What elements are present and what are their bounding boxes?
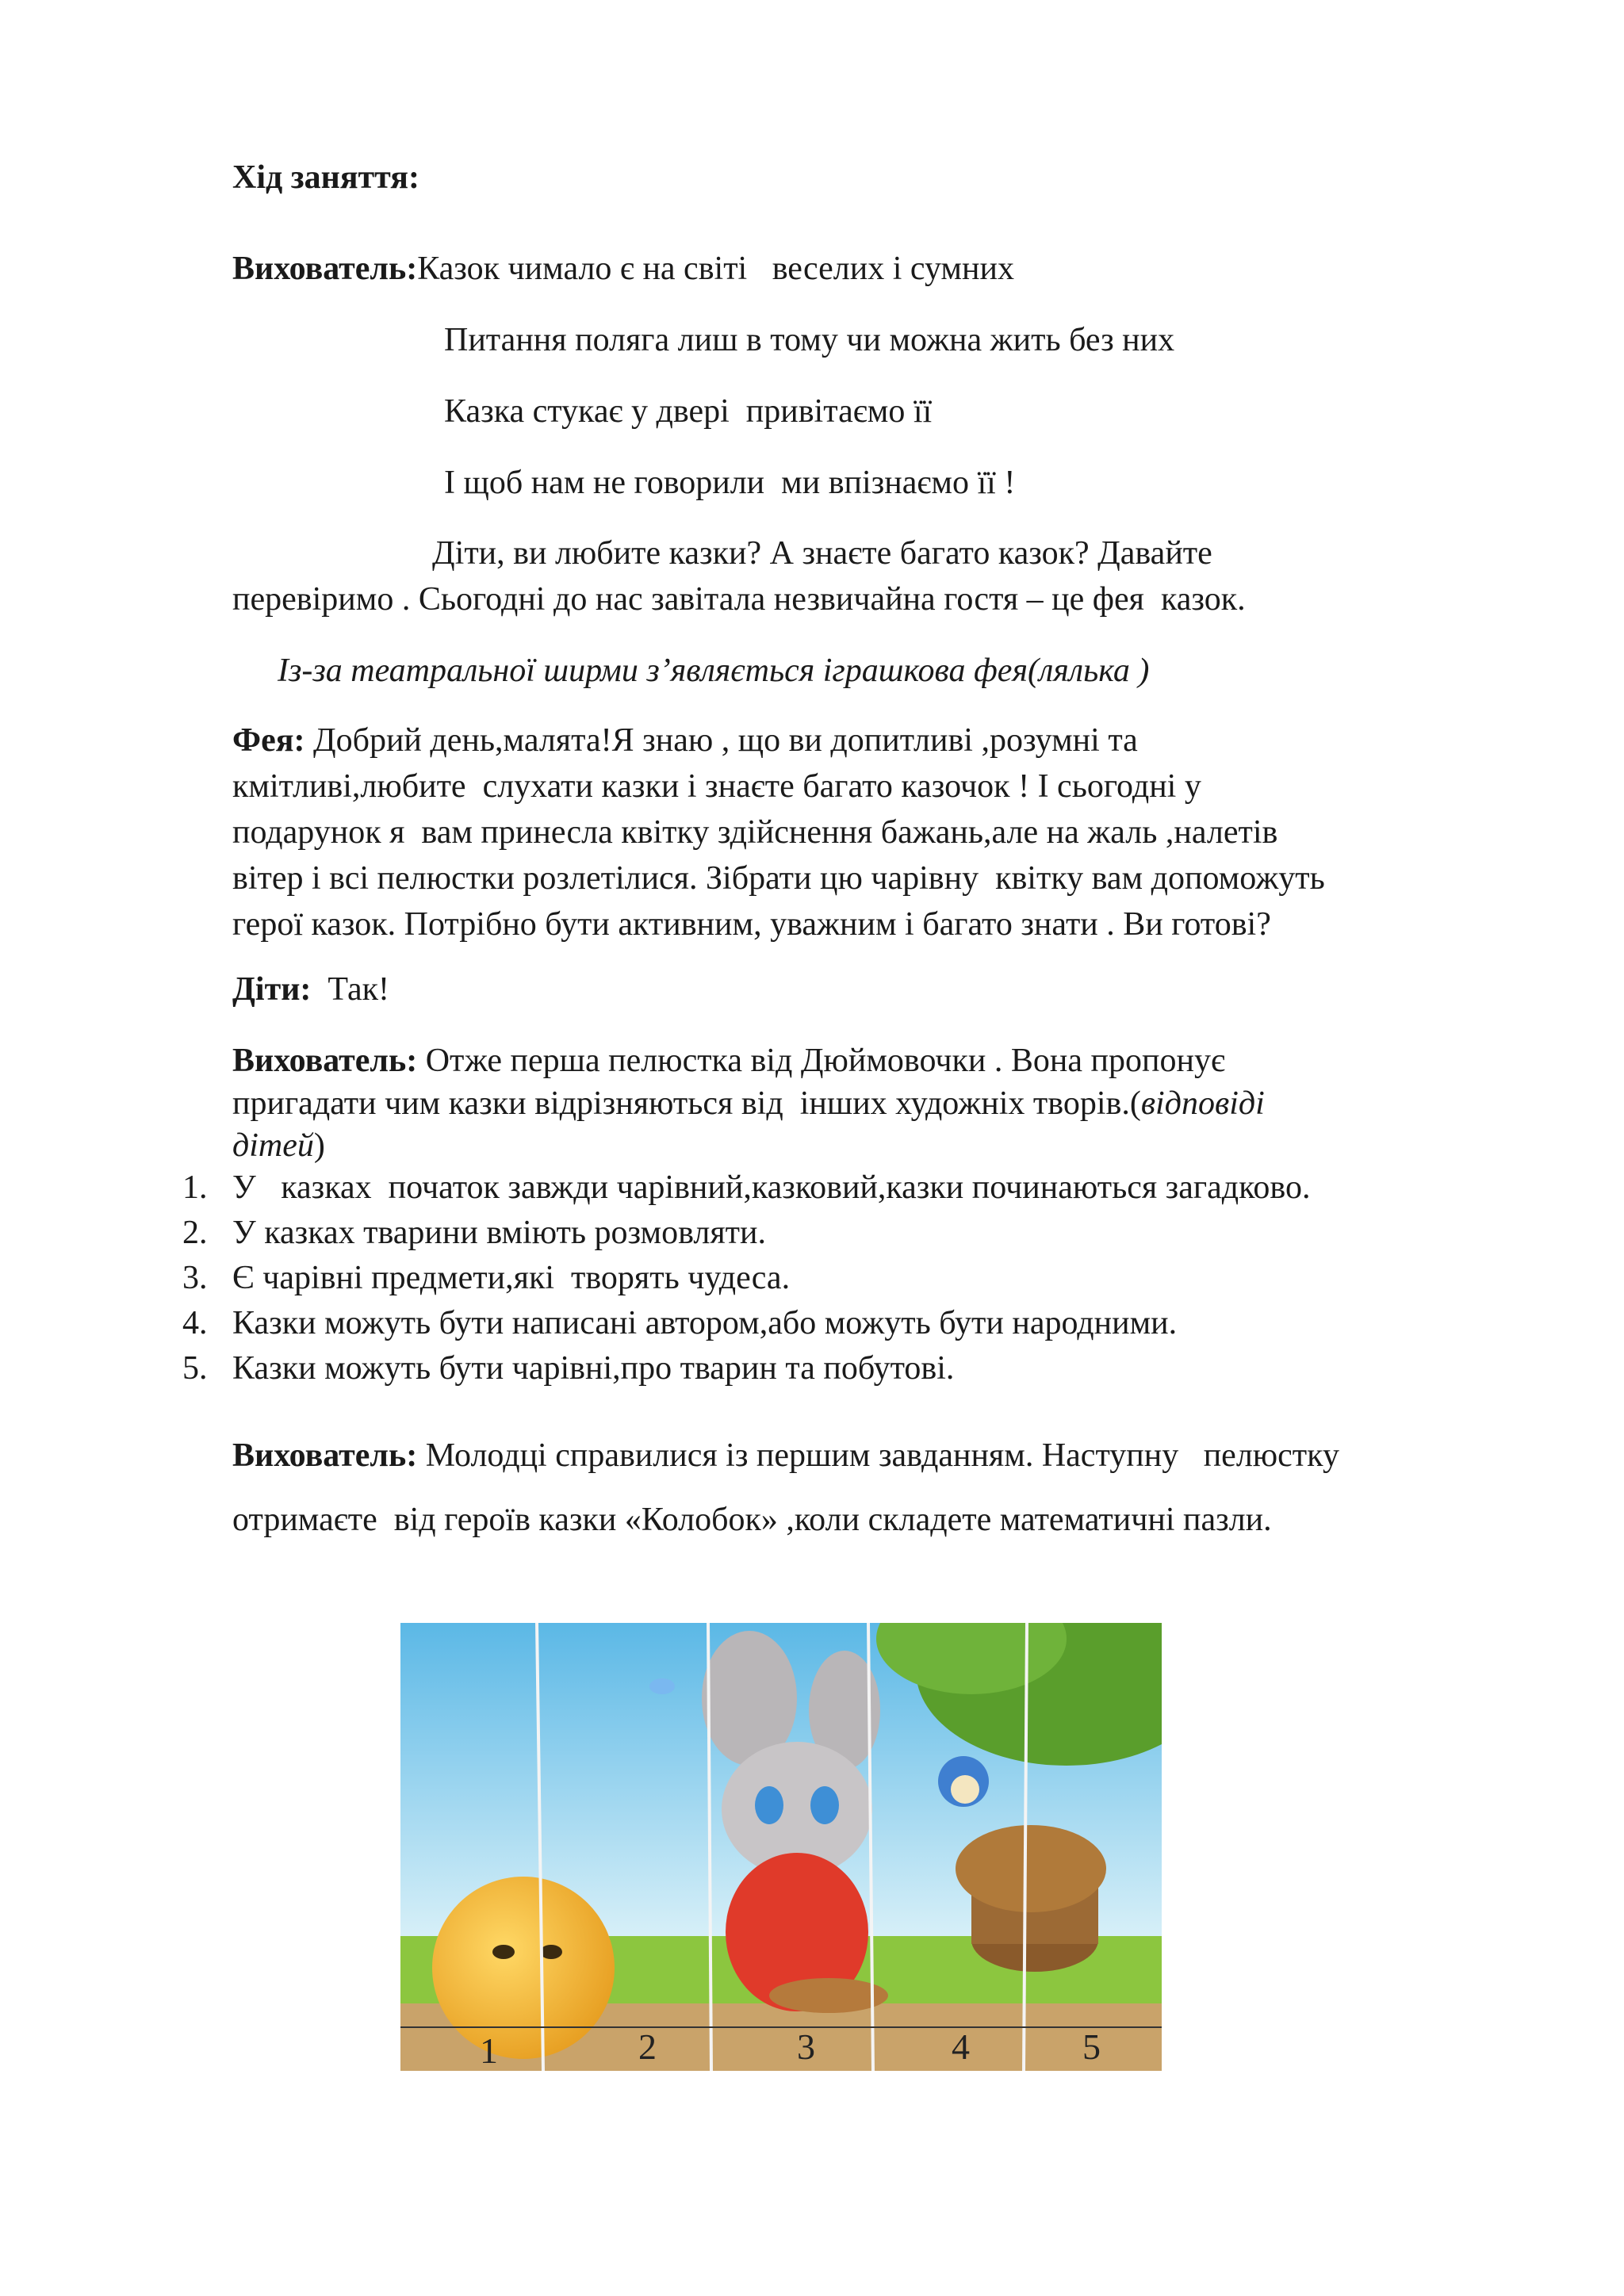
kolobok-eye	[492, 1945, 515, 1959]
list-number: 4.	[182, 1305, 208, 1341]
hare-eye	[755, 1786, 783, 1824]
stage-direction: Із-за театральної ширми з’являється іграшкова фея(лялька )	[278, 652, 1150, 689]
puzzle-label-1: 1	[480, 2030, 498, 2071]
bird-face	[951, 1775, 979, 1804]
teacher-line-2	[232, 1081, 1265, 1126]
poem-line-4: І щоб нам не говорили ми впізнаємо її !	[444, 465, 1016, 501]
butterfly	[649, 1678, 675, 1694]
teacher-line-3	[232, 1123, 325, 1168]
speaker-teacher: Вихователь:	[232, 251, 418, 287]
fairy-line-3: подарунок я вам принесла квітку здійснення бажань,але на жаль ,налетів	[232, 814, 1278, 851]
teacher3-line-1	[232, 1433, 1339, 1478]
list-item: У казках тварини вміють розмовляти.	[232, 1215, 767, 1251]
puzzle-label-3: 3	[797, 2026, 815, 2067]
poem-line-3: Казка стукає у двері привітаємо її	[444, 393, 933, 430]
teacher-text-2-italic: відповіді	[1140, 1085, 1265, 1122]
poem-line-1: Казок чимало є на світі веселих і сумних	[417, 251, 1014, 287]
teacher3-text-1: Молодці справилися із першим завданням. Наступну пелюстку	[417, 1437, 1339, 1474]
kolobok-eye	[540, 1945, 562, 1959]
intro-question-line-1: Діти, ви любите казки? А знаєте багато казок? Давайте	[432, 535, 1212, 572]
speaker-teacher-3: Вихователь:	[232, 1437, 418, 1474]
poem-line-2: Питання поляга лиш в тому чи можна жить без них	[444, 322, 1175, 358]
puzzle-illustration	[400, 1623, 1162, 2071]
kolobok	[432, 1877, 615, 2059]
fairy-line-4: вітер і всі пелюстки розлетілися. Зібрати цю чарівну квітку вам допоможуть	[232, 860, 1325, 897]
hare-eye	[810, 1786, 839, 1824]
fairy-text-1: Добрий день,малята!Я знаю , що ви допитливі ,розумні та	[304, 722, 1138, 759]
list-item: Казки можуть бути написані автором,або можуть бути народними.	[232, 1305, 1178, 1341]
basket	[956, 1825, 1106, 1912]
intro-question-line-2: перевіримо . Сьогодні до нас завітала незвичайна гостя – це фея казок.	[232, 581, 1246, 618]
teacher-text-3: )	[313, 1127, 325, 1164]
list-number: 3.	[182, 1260, 208, 1296]
teacher-text-3-italic: дітей	[232, 1127, 314, 1164]
speaker-fairy: Фея:	[232, 722, 305, 759]
list-item: Є чарівні предмети,які творять чудеса.	[232, 1260, 791, 1296]
list-number: 1.	[182, 1169, 208, 1206]
puzzle-label-4: 4	[952, 2026, 970, 2067]
list-item: Казки можуть бути чарівні,про тварин та побутові.	[232, 1350, 955, 1387]
lesson-heading: Хід заняття:	[232, 159, 419, 196]
teacher-line-1	[232, 1039, 1225, 1083]
puzzle-picture	[400, 1623, 1162, 2071]
puzzle-label-5: 5	[1082, 2026, 1101, 2067]
fairy-line-5: герої казок. Потрібно бути активним, уважним і багато знати . Ви готові?	[232, 906, 1271, 943]
list-item: У казках початок завжди чарівний,казковий,казки починаються загадково.	[232, 1169, 1311, 1206]
fairy-line-1	[232, 718, 1138, 763]
hare-foot	[769, 1978, 888, 2013]
children-line	[232, 967, 389, 1012]
speaker-children: Діти:	[232, 971, 312, 1008]
speaker-teacher-2: Вихователь:	[232, 1043, 418, 1079]
list-number: 2.	[182, 1215, 208, 1251]
list-number: 5.	[182, 1350, 208, 1387]
fairy-line-2: кмітливі,любите слухати казки і знаєте багато казочок ! І сьогодні у	[232, 768, 1201, 805]
intro-line-1	[232, 247, 1014, 291]
children-reply: Так!	[311, 971, 390, 1008]
teacher-text-1: Отже перша пелюстка від Дюймовочки . Вона пропонує	[417, 1043, 1225, 1079]
puzzle-label-2: 2	[638, 2026, 657, 2067]
teacher3-line-2: отримаєте від героїв казки «Колобок» ,коли складете математичні пазли.	[232, 1502, 1272, 1538]
teacher-text-2: пригадати чим казки відрізняються від інших художніх творів.(	[232, 1085, 1141, 1122]
